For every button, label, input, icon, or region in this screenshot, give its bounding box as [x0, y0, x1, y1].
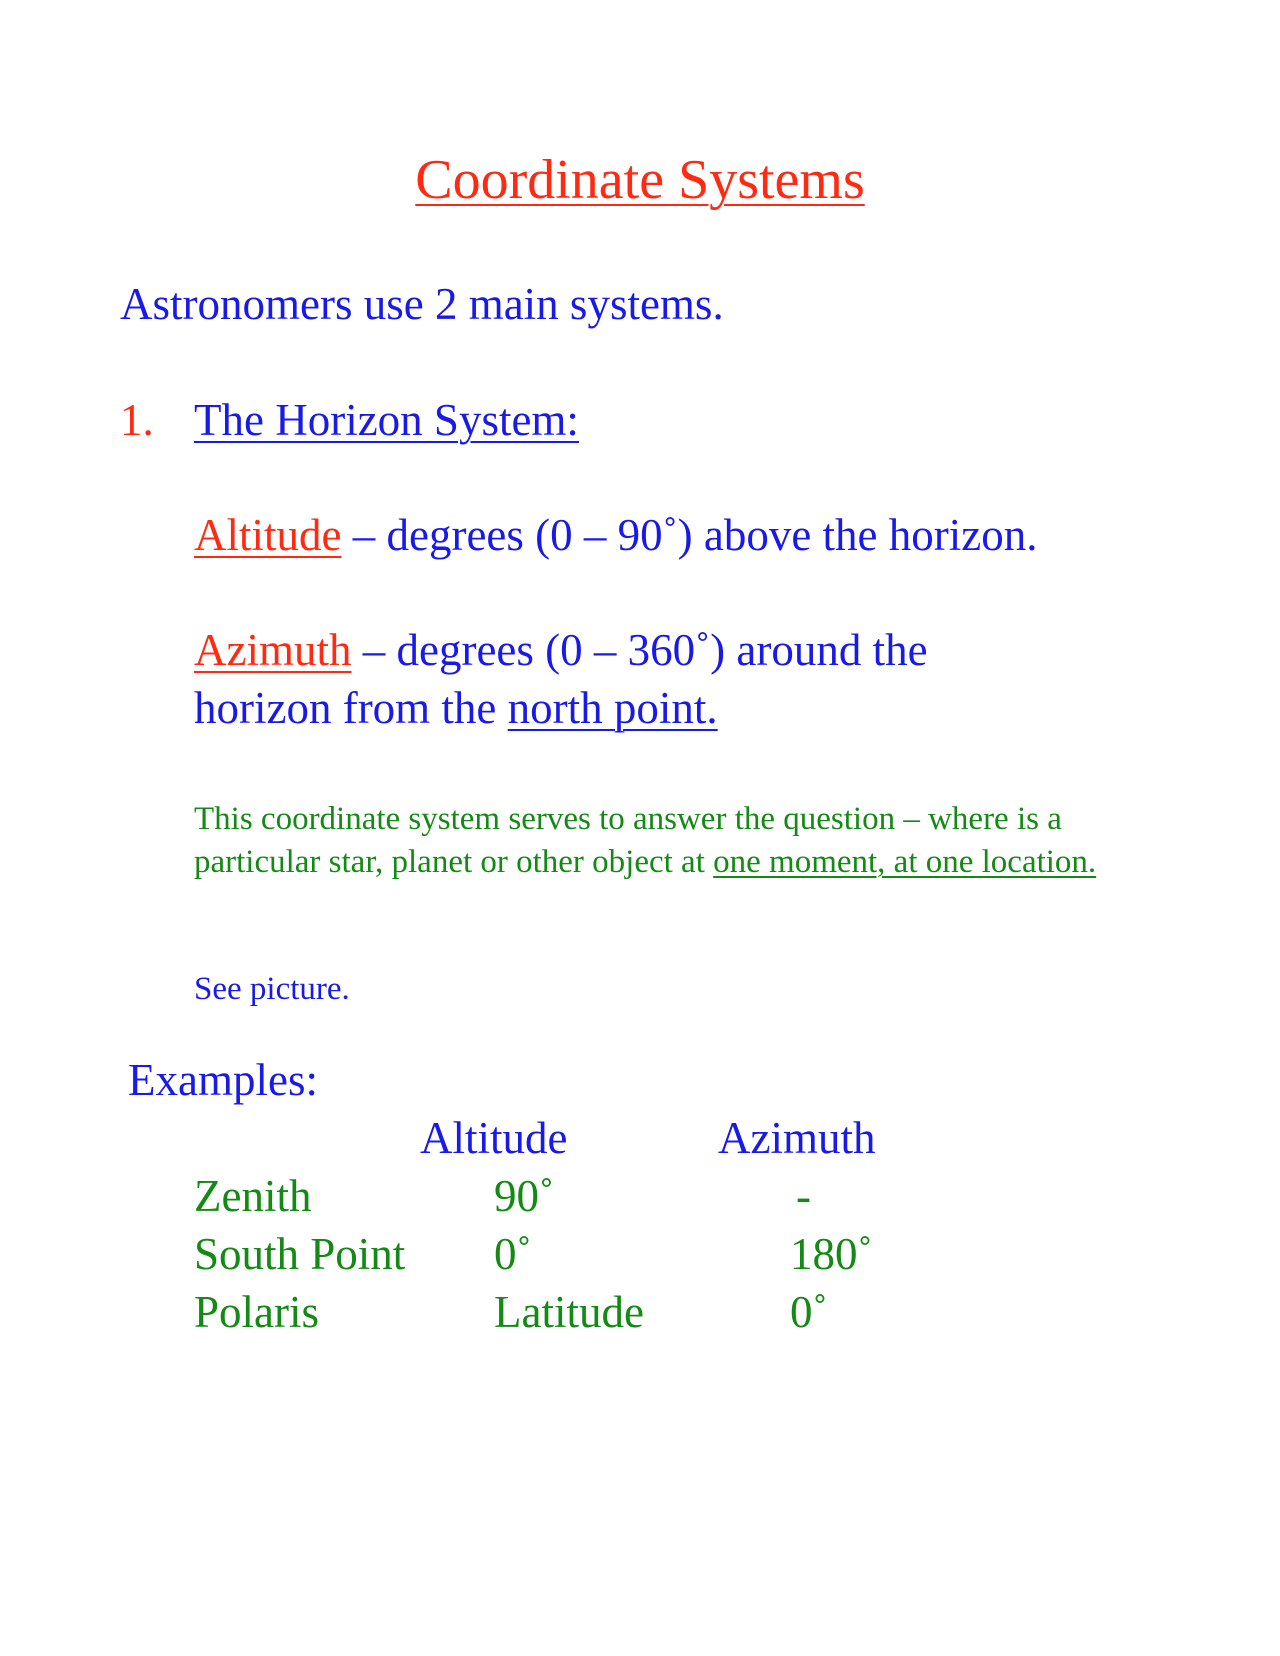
note-underlined: one moment, at one location.	[713, 844, 1097, 880]
azimuth-text-line2: horizon from the	[194, 683, 508, 733]
azimuth-definition-line2	[194, 683, 718, 733]
azimuth-text-line1: – degrees (0 – 360˚) around the	[351, 625, 928, 675]
row-azimuth-south-point: 180˚	[790, 1229, 873, 1279]
row-altitude-zenith: 90˚	[494, 1171, 554, 1221]
row-altitude-south-point: 0˚	[494, 1229, 532, 1279]
altitude-text: – degrees (0 – 90˚) above the horizon.	[341, 510, 1038, 560]
section-number: 1.	[120, 395, 154, 445]
see-picture-note: See picture.	[194, 971, 350, 1007]
intro-text: Astronomers use 2 main systems.	[120, 279, 724, 329]
azimuth-definition	[194, 625, 928, 675]
examples-heading: Examples:	[128, 1055, 318, 1105]
note-text: This coordinate system serves to answer the question – where is a particular star, planet or other object at	[194, 801, 1062, 880]
column-header-altitude: Altitude	[420, 1113, 568, 1163]
azimuth-term: Azimuth	[194, 625, 352, 675]
row-azimuth-polaris: 0˚	[790, 1287, 828, 1337]
page-title: Coordinate Systems	[415, 149, 865, 211]
row-altitude-polaris: Latitude	[494, 1287, 644, 1337]
explanation-note	[194, 798, 1154, 884]
row-name-zenith: Zenith	[194, 1171, 312, 1221]
row-name-south-point: South Point	[194, 1229, 406, 1279]
north-point-link: north point.	[507, 683, 718, 733]
row-azimuth-zenith: -	[796, 1171, 811, 1221]
section-title: The Horizon System:	[194, 395, 579, 445]
altitude-term: Altitude	[194, 510, 342, 560]
row-name-polaris: Polaris	[194, 1287, 320, 1337]
altitude-definition	[194, 510, 1038, 560]
column-header-azimuth: Azimuth	[718, 1113, 876, 1163]
